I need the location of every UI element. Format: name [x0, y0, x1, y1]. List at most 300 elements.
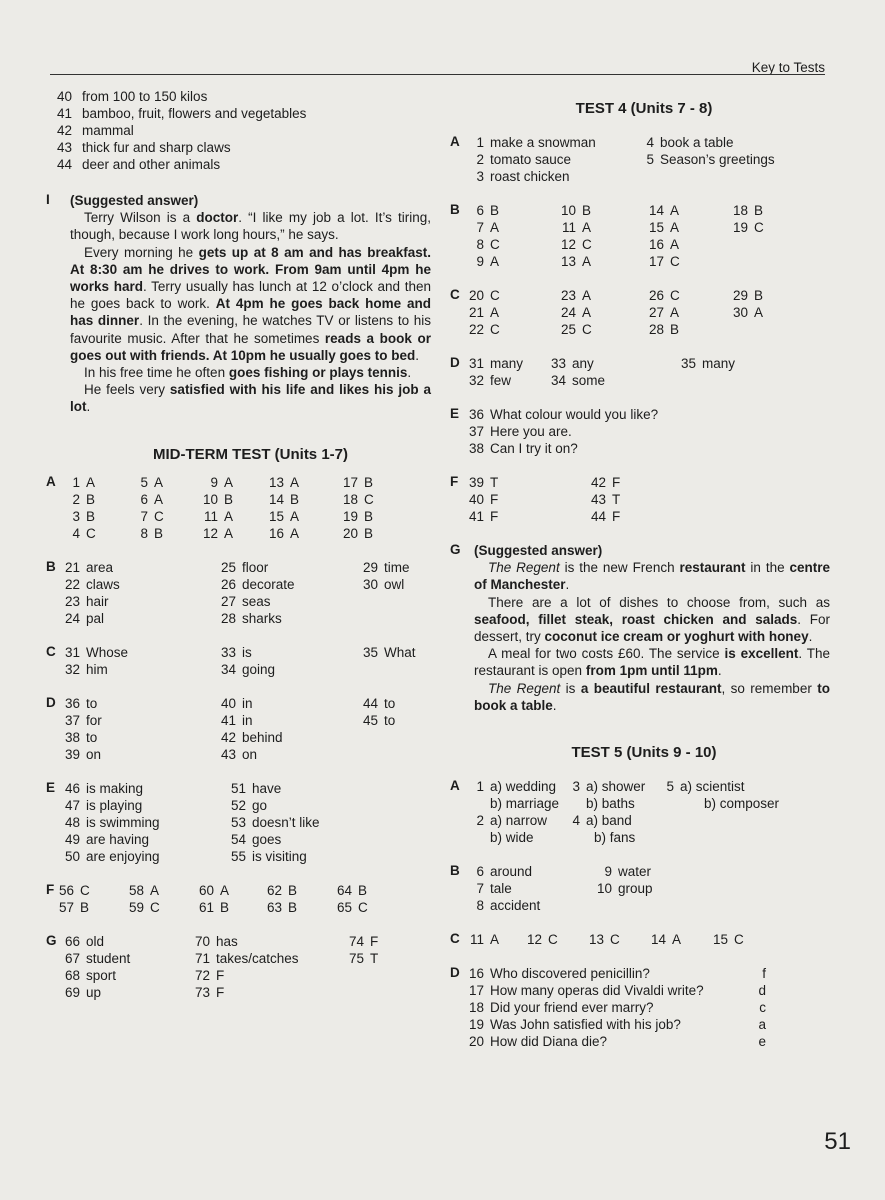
item-answer: sport	[86, 967, 117, 983]
item-number: 18	[342, 491, 358, 507]
item-answer: T	[612, 492, 621, 507]
item-answer: any	[572, 356, 594, 371]
item-number: 37	[468, 424, 484, 439]
item-answer: A	[582, 305, 592, 320]
item-answer: B	[670, 322, 680, 337]
item-number: 23	[64, 593, 80, 609]
item-answer: C	[150, 899, 160, 915]
item-answer: goes	[252, 831, 282, 847]
section-i	[46, 192, 431, 416]
item-number: 12	[526, 932, 542, 948]
item-number: 14	[650, 932, 666, 948]
item-number: 11	[203, 508, 218, 524]
item-answer: Was John satisfied with his job?	[490, 1017, 681, 1033]
item-answer: Season’s greetings	[660, 152, 775, 167]
item-number: 34	[220, 661, 236, 677]
item-number: 10	[202, 491, 218, 507]
item-number: 8	[476, 237, 484, 252]
item-number: 2	[72, 491, 80, 507]
item-number: 75	[348, 950, 364, 966]
item-number: 71	[194, 950, 210, 966]
midterm-section-b: B 21 area 25 floor 29 time 22 claws 26 decorate 30 owl 23 hair 27 seas 24 pal 28 sharks	[46, 559, 431, 627]
item-number: 29	[362, 559, 378, 575]
item-answer: B	[364, 474, 374, 490]
item-number: 1	[72, 474, 80, 490]
item-number: 4	[72, 525, 80, 541]
item-number: 30	[362, 576, 378, 592]
item-answer: B	[288, 899, 298, 915]
item-answer: C	[154, 508, 164, 524]
item-number: 73	[194, 984, 210, 1000]
item-answer	[384, 610, 424, 627]
midterm-section-a: A 1 A 5 A 9 A 13 A 17 B 2 B 6 A 10 B 14 B 18 C 3 B 7 C 11 A 15 A 19 B 4 C 8 B 12 A 16 A 20 B	[46, 474, 431, 542]
item-number: 25	[560, 322, 576, 337]
item-answer: A	[670, 203, 680, 218]
item-answer: A	[582, 220, 592, 235]
item-answer: B	[754, 203, 764, 218]
item-answer: A	[672, 932, 682, 948]
item-answer: A	[86, 474, 96, 490]
item-number: 32	[468, 373, 484, 388]
item-number: f	[762, 966, 766, 982]
item-answer: B	[224, 491, 234, 507]
item-number: 11	[469, 932, 484, 948]
item-answer: is swimming	[86, 814, 160, 830]
item-number: 31	[468, 356, 484, 371]
item-number: 41	[220, 712, 236, 728]
list-item: 43 thick fur and sharp claws	[56, 140, 231, 155]
item-number	[352, 746, 384, 763]
item-number: 16	[468, 966, 484, 982]
item-answer: T	[490, 475, 499, 490]
item-answer: C	[364, 491, 374, 507]
item-answer: to	[384, 712, 396, 728]
item-answer: C	[86, 525, 96, 541]
item-number: 11	[561, 220, 576, 235]
item-answer: is visiting	[252, 848, 307, 864]
item-answer: C	[582, 237, 592, 252]
item-answer: A	[290, 525, 300, 541]
item-number	[726, 236, 754, 253]
item-number: 18	[732, 203, 748, 218]
item-number: 57	[58, 899, 74, 915]
item-number: 62	[266, 882, 282, 898]
item-answer: around	[490, 864, 533, 880]
item-number: 33	[220, 644, 236, 660]
item-answer: pal	[86, 610, 105, 626]
suggested-answer-text: (Suggested answer) Terry Wilson is a doctor. “I like my job a lot. It’s tiring, though, because I work long hours,” he says. Every morning he gets up at 8 am and has breakfast. At 8:30 am he drives to work. From 9am until 4pm he works hard. Terry usually has lunch at 12 o’clock and then he goes back to work. At 4pm he goes back home and has dinner. In the evening, he watches TV or listens to his favourite music. After that he sometimes reads a book or goes out with friends. At 10pm he usually goes to bed. In his free time he often goes fishing or plays tennis. He feels very satisfied with his life and likes his job a lot.	[70, 193, 432, 415]
item-number: 38	[468, 441, 484, 456]
item-answer: F	[490, 492, 499, 507]
item-number: 72	[194, 967, 210, 983]
item-answer: B	[154, 525, 164, 541]
test4-section-d: D 31 many 33 any 35 many 32 few 34 some	[450, 355, 830, 389]
item-number: 37	[64, 712, 80, 728]
item-answer: A	[754, 305, 764, 320]
item-answer: Can I try it on?	[490, 441, 578, 456]
item-number: 2	[476, 152, 484, 167]
item-answer: claws	[86, 576, 120, 592]
item-number: 39	[64, 746, 80, 762]
item-answer: roast chicken	[490, 169, 570, 184]
midterm-section-g: G 66 old 70 has 74 F 67 student 71 takes/catches 75 T 68 sport 72 F 69 up 73 F	[46, 933, 431, 1001]
item-number: 64	[336, 882, 352, 898]
item-number: 43	[590, 492, 606, 507]
test4-section-b: B 6 B 10 B 14 A 18 B 7 A 11 A 15 A 19 C 8 C 12 C 16 A 9 A 13 A 17 C	[450, 202, 830, 270]
item-answer: hair	[86, 593, 109, 609]
item-number: 8	[140, 525, 148, 541]
item-answer: few	[490, 373, 512, 388]
list-item: 40 from 100 to 150 kilos	[56, 89, 208, 104]
item-number: 26	[648, 288, 664, 303]
item-number: 30	[732, 305, 748, 320]
item-number: 26	[220, 576, 236, 592]
item-answer: C	[80, 882, 90, 898]
item-number: 15	[268, 508, 284, 524]
item-answer: A	[224, 474, 234, 490]
item-number: 46	[64, 780, 80, 796]
item-answer: behind	[242, 729, 283, 745]
item-number: 22	[468, 322, 484, 337]
item-number: 53	[230, 814, 246, 830]
item-number: 23	[560, 288, 576, 303]
item-number: 40	[468, 492, 484, 507]
list-item: 44 deer and other animals	[56, 157, 221, 172]
item-number: 27	[648, 305, 664, 320]
item-number: 9	[210, 474, 218, 490]
item-answer: make a snowman	[490, 135, 596, 150]
item-number: 18	[468, 1000, 484, 1016]
item-answer: tomato sauce	[490, 152, 572, 167]
item-answer: C	[582, 322, 592, 337]
item-number	[674, 372, 702, 389]
item-number: 28	[648, 322, 664, 337]
item-answer: Whose	[86, 644, 129, 660]
item-number: 63	[266, 899, 282, 915]
item-number: 16	[268, 525, 284, 541]
item-answer: A	[582, 288, 592, 303]
item-number: 7	[140, 508, 148, 524]
item-number: 5	[140, 474, 148, 490]
item-number	[352, 593, 384, 610]
item-number: 19	[342, 508, 358, 524]
item-number: 44	[362, 695, 378, 711]
item-answer: is	[242, 644, 252, 660]
item-number: 61	[198, 899, 214, 915]
item-number: 69	[64, 984, 80, 1000]
item-number: 74	[348, 933, 364, 949]
item-answer: decorate	[242, 576, 295, 592]
suggested-answer-text: (Suggested answer) The Regent is the new French restaurant in the centre of Manchester. There are a lot of dishes to choose from, such as seafood, fillet steak, roast chicken and salads. For dessert, try coconut ice cream or yoghurt with honey. A meal for two costs £60. The service is excellent. The restaurant is open from 1pm until 11pm. The Regent is a beautiful restaurant, so remember to book a table.	[474, 543, 831, 713]
item-answer	[754, 236, 778, 253]
item-answer: F	[612, 509, 621, 524]
item-number: 42	[590, 475, 606, 490]
test5-title: TEST 5 (Units 9 - 10)	[571, 744, 717, 762]
midterm-section-f: F 56 C 58 A 60 A 62 B 64 B 57 B 59 C 61 B 63 B 65 C	[46, 882, 431, 916]
item-answer	[384, 593, 424, 610]
item-answer: F	[370, 933, 379, 949]
item-number: 24	[64, 610, 80, 626]
item-answer: C	[670, 288, 680, 303]
item-number: a	[758, 1017, 766, 1033]
item-answer: A	[490, 305, 500, 320]
item-number: 6	[476, 864, 484, 880]
test5-section-a: A 1 a) wedding 3 a) shower 5 a) scientist b) marriage b) baths b) composer 2 a) narrow 4 a) band b) wide b) fans	[450, 778, 780, 846]
item-answer: How did Diana die?	[490, 1034, 608, 1050]
item-answer: C	[490, 237, 500, 252]
item-answer: is playing	[86, 797, 143, 813]
item-number	[344, 967, 370, 984]
item-answer: takes/catches	[216, 950, 299, 966]
item-number: 36	[64, 695, 80, 711]
item-answer: book a table	[660, 135, 734, 150]
item-answer: many	[490, 356, 524, 371]
item-answer: What	[384, 644, 416, 660]
item-answer: B	[86, 508, 96, 524]
item-number: 19	[732, 220, 748, 235]
item-number	[646, 168, 660, 185]
item-number: 13	[588, 932, 604, 948]
item-answer	[660, 168, 790, 185]
item-number: d	[758, 983, 766, 999]
item-answer: A	[490, 932, 500, 948]
item-number: 51	[230, 780, 246, 796]
item-answer: B	[290, 491, 300, 507]
item-number: 32	[64, 661, 80, 677]
item-answer: has	[216, 933, 238, 949]
item-answer: Who discovered penicillin?	[490, 966, 650, 982]
item-number: 36	[468, 407, 484, 422]
item-answer: to	[384, 695, 396, 711]
item-answer: him	[86, 661, 108, 677]
item-answer: What colour would you like?	[490, 407, 659, 422]
item-answer: A	[670, 220, 680, 235]
item-number: 17	[342, 474, 358, 490]
item-answer	[384, 661, 424, 678]
item-number: 41	[468, 509, 484, 524]
item-number: 8	[476, 898, 484, 914]
item-answer: B	[754, 288, 764, 303]
item-number: 65	[336, 899, 352, 915]
item-answer: going	[242, 661, 276, 677]
item-number: 20	[468, 1034, 484, 1050]
item-number: 39	[468, 475, 484, 490]
item-answer: many	[702, 356, 736, 371]
item-number: 6	[140, 491, 148, 507]
item-answer: water	[618, 864, 652, 880]
test4-section-a: A 1 make a snowman 4 book a table 2 tomato sauce 5 Season’s greetings 3 roast chicken	[450, 134, 830, 185]
item-number: 28	[220, 610, 236, 626]
item-answer: A	[224, 525, 234, 541]
item-answer: A	[154, 491, 164, 507]
item-number: 34	[550, 373, 566, 388]
item-answer: A	[224, 508, 234, 524]
item-number: 43	[220, 746, 236, 762]
item-number: 52	[230, 797, 246, 813]
item-answer	[754, 321, 778, 338]
item-number: 19	[468, 1017, 484, 1033]
item-answer	[384, 746, 424, 763]
item-answer: C	[754, 220, 764, 235]
item-number	[352, 610, 384, 627]
item-number: 13	[268, 474, 284, 490]
item-answer: area	[86, 559, 114, 575]
list-item: 41 bamboo, fruit, flowers and vegetables	[56, 106, 307, 121]
item-answer: on	[242, 746, 258, 762]
item-number: 35	[362, 644, 378, 660]
test4-title: TEST 4 (Units 7 - 8)	[575, 100, 713, 117]
item-number: e	[758, 1034, 766, 1050]
item-number	[352, 661, 384, 678]
item-number: 14	[268, 491, 284, 507]
item-number: 20	[342, 525, 358, 541]
item-answer: B	[490, 203, 500, 218]
midterm-section-c: C 31 Whose 33 is 35 What 32 him 34 going	[46, 644, 431, 678]
item-answer: B	[364, 508, 374, 524]
item-number: 14	[648, 203, 664, 218]
item-answer: C	[490, 288, 500, 303]
item-answer: B	[220, 899, 230, 915]
item-number: 15	[648, 220, 664, 235]
item-answer: some	[572, 373, 606, 388]
item-answer: How many operas did Vivaldi write?	[490, 983, 704, 999]
item-answer: B	[288, 882, 298, 898]
item-answer	[370, 967, 390, 984]
item-number: 1	[476, 135, 484, 150]
item-number: 29	[732, 288, 748, 303]
item-number: 60	[198, 882, 214, 898]
item-answer: time	[384, 559, 410, 575]
item-answer: Here you are.	[490, 424, 572, 439]
item-answer	[754, 253, 778, 270]
item-answer: sharks	[242, 610, 282, 626]
test4-section-f: F 39 T 42 F 40 F 43 T 41 F 44 F	[450, 474, 830, 525]
item-answer: A	[220, 882, 230, 898]
item-number: 9	[604, 864, 612, 880]
item-number: 6	[476, 203, 484, 218]
item-answer: B	[358, 882, 368, 898]
item-answer: B	[80, 899, 90, 915]
item-number: 17	[468, 983, 484, 999]
item-number: 45	[362, 712, 378, 728]
item-number: 3	[476, 169, 484, 184]
item-number: 16	[648, 237, 664, 252]
item-number: 38	[64, 729, 80, 745]
item-answer	[702, 372, 752, 389]
item-number: 49	[64, 831, 80, 847]
item-answer: F	[612, 475, 621, 490]
item-number: 13	[560, 254, 576, 269]
item-answer: A	[490, 254, 500, 269]
item-answer: Did your friend ever marry?	[490, 1000, 654, 1016]
header-rule	[50, 74, 825, 75]
item-number: 48	[64, 814, 80, 830]
item-answer: accident	[490, 898, 541, 914]
item-number: 25	[220, 559, 236, 575]
item-number: 4	[646, 135, 654, 150]
item-answer: B	[364, 525, 374, 541]
item-answer: group	[618, 881, 653, 897]
item-number: 55	[230, 848, 246, 864]
right-column	[450, 88, 830, 1050]
item-number: 9	[476, 254, 484, 269]
item-answer: C	[490, 322, 500, 337]
item-number: 56	[58, 882, 74, 898]
item-number: 21	[64, 559, 80, 575]
item-answer: for	[86, 712, 102, 728]
test4-section-c: C 20 C 23 A 26 C 29 B 21 A 24 A 27 A 30 A 22 C 25 C 28 B	[450, 287, 830, 338]
item-answer: seas	[242, 593, 271, 609]
item-number: 10	[560, 203, 576, 218]
item-number: 7	[476, 881, 484, 897]
test4-section-e: E 36 What colour would you like? 37 Here you are. 38 Can I try it on?	[450, 406, 830, 457]
item-number: 7	[476, 220, 484, 235]
item-number: 20	[468, 288, 484, 303]
item-number	[344, 984, 370, 1001]
item-answer: in	[242, 712, 253, 728]
item-number: 42	[220, 729, 236, 745]
item-number: 24	[560, 305, 576, 320]
item-answer: A	[154, 474, 164, 490]
item-answer: F	[490, 509, 499, 524]
item-answer: go	[252, 797, 268, 813]
midterm-title: MID-TERM TEST (Units 1-7)	[153, 445, 348, 463]
item-answer: student	[86, 950, 131, 966]
item-number: 5	[646, 152, 654, 167]
item-answer: A	[490, 220, 500, 235]
item-answer	[384, 729, 424, 746]
left-column	[46, 88, 431, 1001]
item-answer: C	[670, 254, 680, 269]
item-answer: doesn’t like	[252, 814, 320, 830]
item-number	[590, 897, 618, 914]
item-number: 58	[128, 882, 144, 898]
item-number: 66	[64, 933, 80, 949]
item-number: c	[759, 1000, 766, 1016]
item-answer	[618, 897, 698, 914]
item-answer: B	[86, 491, 96, 507]
item-answer: to	[86, 695, 98, 711]
item-number: 40	[220, 695, 236, 711]
item-answer: A	[670, 305, 680, 320]
header-title: Key to Tests	[751, 60, 825, 75]
item-number: 59	[128, 899, 144, 915]
section-letter: I	[46, 192, 50, 207]
item-number: 33	[550, 356, 566, 371]
page-number: 51	[824, 1128, 851, 1155]
item-number: 67	[64, 950, 80, 966]
item-answer: owl	[384, 576, 405, 592]
item-number: 50	[64, 848, 80, 864]
item-number: 3	[72, 508, 80, 524]
item-answer: A	[290, 474, 300, 490]
item-answer: A	[290, 508, 300, 524]
item-number: 35	[680, 356, 696, 371]
item-answer: A	[582, 254, 592, 269]
item-number: 68	[64, 967, 80, 983]
item-number: 12	[202, 525, 218, 541]
item-answer: to	[86, 729, 98, 745]
item-answer: F	[216, 967, 225, 983]
test5-section-d: D 16 Who discovered penicillin? f 17 How many operas did Vivaldi write? d 18 Did your friend ever marry? c 19 Was John satisfied with his job? a 20 How did Diana die? e	[450, 965, 830, 1050]
item-number	[726, 253, 754, 270]
list-item: 42 mammal	[56, 123, 134, 138]
item-number: 21	[468, 305, 484, 320]
item-number: 47	[64, 797, 80, 813]
item-number	[726, 321, 754, 338]
item-answer: floor	[242, 559, 269, 575]
item-number: 22	[64, 576, 80, 592]
